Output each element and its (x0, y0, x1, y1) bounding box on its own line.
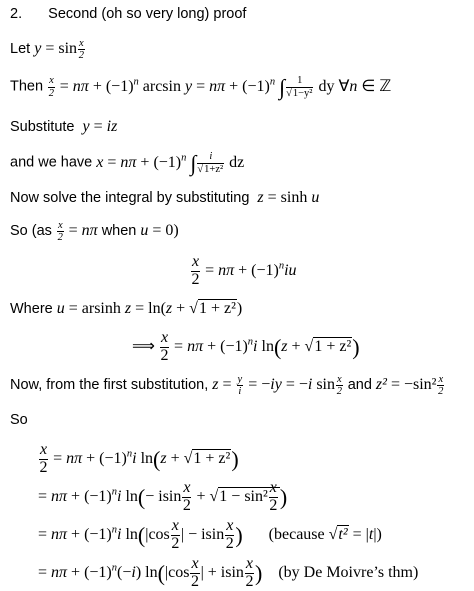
so-as-text: So (as (10, 223, 52, 240)
line-substitute (10, 118, 117, 136)
eq-final-4: = $n\pi + (-1)^n(-i)$ ln(|cos $\frac{x}{2}$ | + isin $\frac{x}{2}$ ) (by De Moivre’s thm) (38, 555, 419, 590)
de-moivre-text: (by De Moivre’s thm) (278, 563, 419, 581)
eq-where: u = arsinh z = ln(z + √1 + z²) (56, 300, 243, 317)
line-and-we-have (10, 150, 244, 176)
when-text: when (101, 223, 137, 240)
line-let (10, 38, 86, 61)
line-where (10, 300, 242, 318)
eq-substitute: y = iz (78, 118, 118, 135)
line-so-as (10, 220, 179, 243)
line-so (10, 412, 28, 428)
heading-number: 2. (10, 6, 23, 22)
so-text: So (10, 412, 28, 428)
eq-now-from-1: z = $\frac{y}{i}$ = −iy = −i sin $\frac{x}{2}$ (212, 374, 342, 398)
eq-then: $\frac{x}{2}$ = $n\pi + (-1)^n$ $\arcsin y = n\pi + (-1)^n$ ∫ $\frac{1}{\text{√1−y²}}$ dy ∀n ∈ ℤ (48, 74, 392, 99)
and-text: and (347, 377, 372, 394)
heading-title: Second (oh so very long) proof (48, 6, 247, 22)
line-then (10, 74, 391, 100)
eq-and-we-have: $x = n\pi + (-1)^n$ ∫ $\frac{i}{\text{√1+z²}}$ dz (96, 150, 245, 175)
line-now-solve (10, 189, 319, 207)
now-from-text: Now, from the first substitution, (10, 377, 209, 394)
heading (10, 6, 246, 22)
eq-now-from-2: z² = −sin² $\frac{x}{2}$ (375, 374, 444, 398)
eq-so-as-2: u = 0) (140, 222, 179, 240)
eq-so-as-1: $\frac{x}{2}$ = nπ (57, 220, 98, 244)
because-text: (because (268, 525, 325, 543)
line-now-from (10, 374, 445, 397)
and-we-have-text: and we have (10, 154, 93, 171)
eq-let: y = sin $\frac{x}{2}$ (34, 38, 84, 62)
eq-display-2: ⟹ $\frac{x}{2}$ = $n\pi + (-1)^ni$ ln(z + √1 + z²) (132, 329, 360, 364)
then-text: Then (10, 78, 44, 95)
now-solve-text: Now solve the integral by substituting (10, 190, 250, 206)
eq-final-3: = $n\pi + (-1)^ni$ ln(|cos $\frac{x}{2}$ | − isin $\frac{x}{2}$ ) (because √t² = |t|) (38, 517, 382, 552)
eq-final-2: = $n\pi + (-1)^ni$ ln(− isin $\frac{x}{2}$ + √1 − sin² $\frac{x}{2}$ ) (38, 479, 288, 514)
let-text: Let (10, 41, 31, 58)
eq-final-1: $\frac{x}{2}$ = $n\pi + (-1)^ni$ ln(z + √1 + z²) (39, 441, 239, 476)
where-text: Where (10, 301, 53, 317)
eq-display-1: $\frac{x}{2}$ = $n\pi + (-1)^niu$ (191, 253, 297, 288)
substitute-text: Substitute (10, 119, 75, 135)
eq-now-solve: z = sinh u (253, 189, 320, 206)
